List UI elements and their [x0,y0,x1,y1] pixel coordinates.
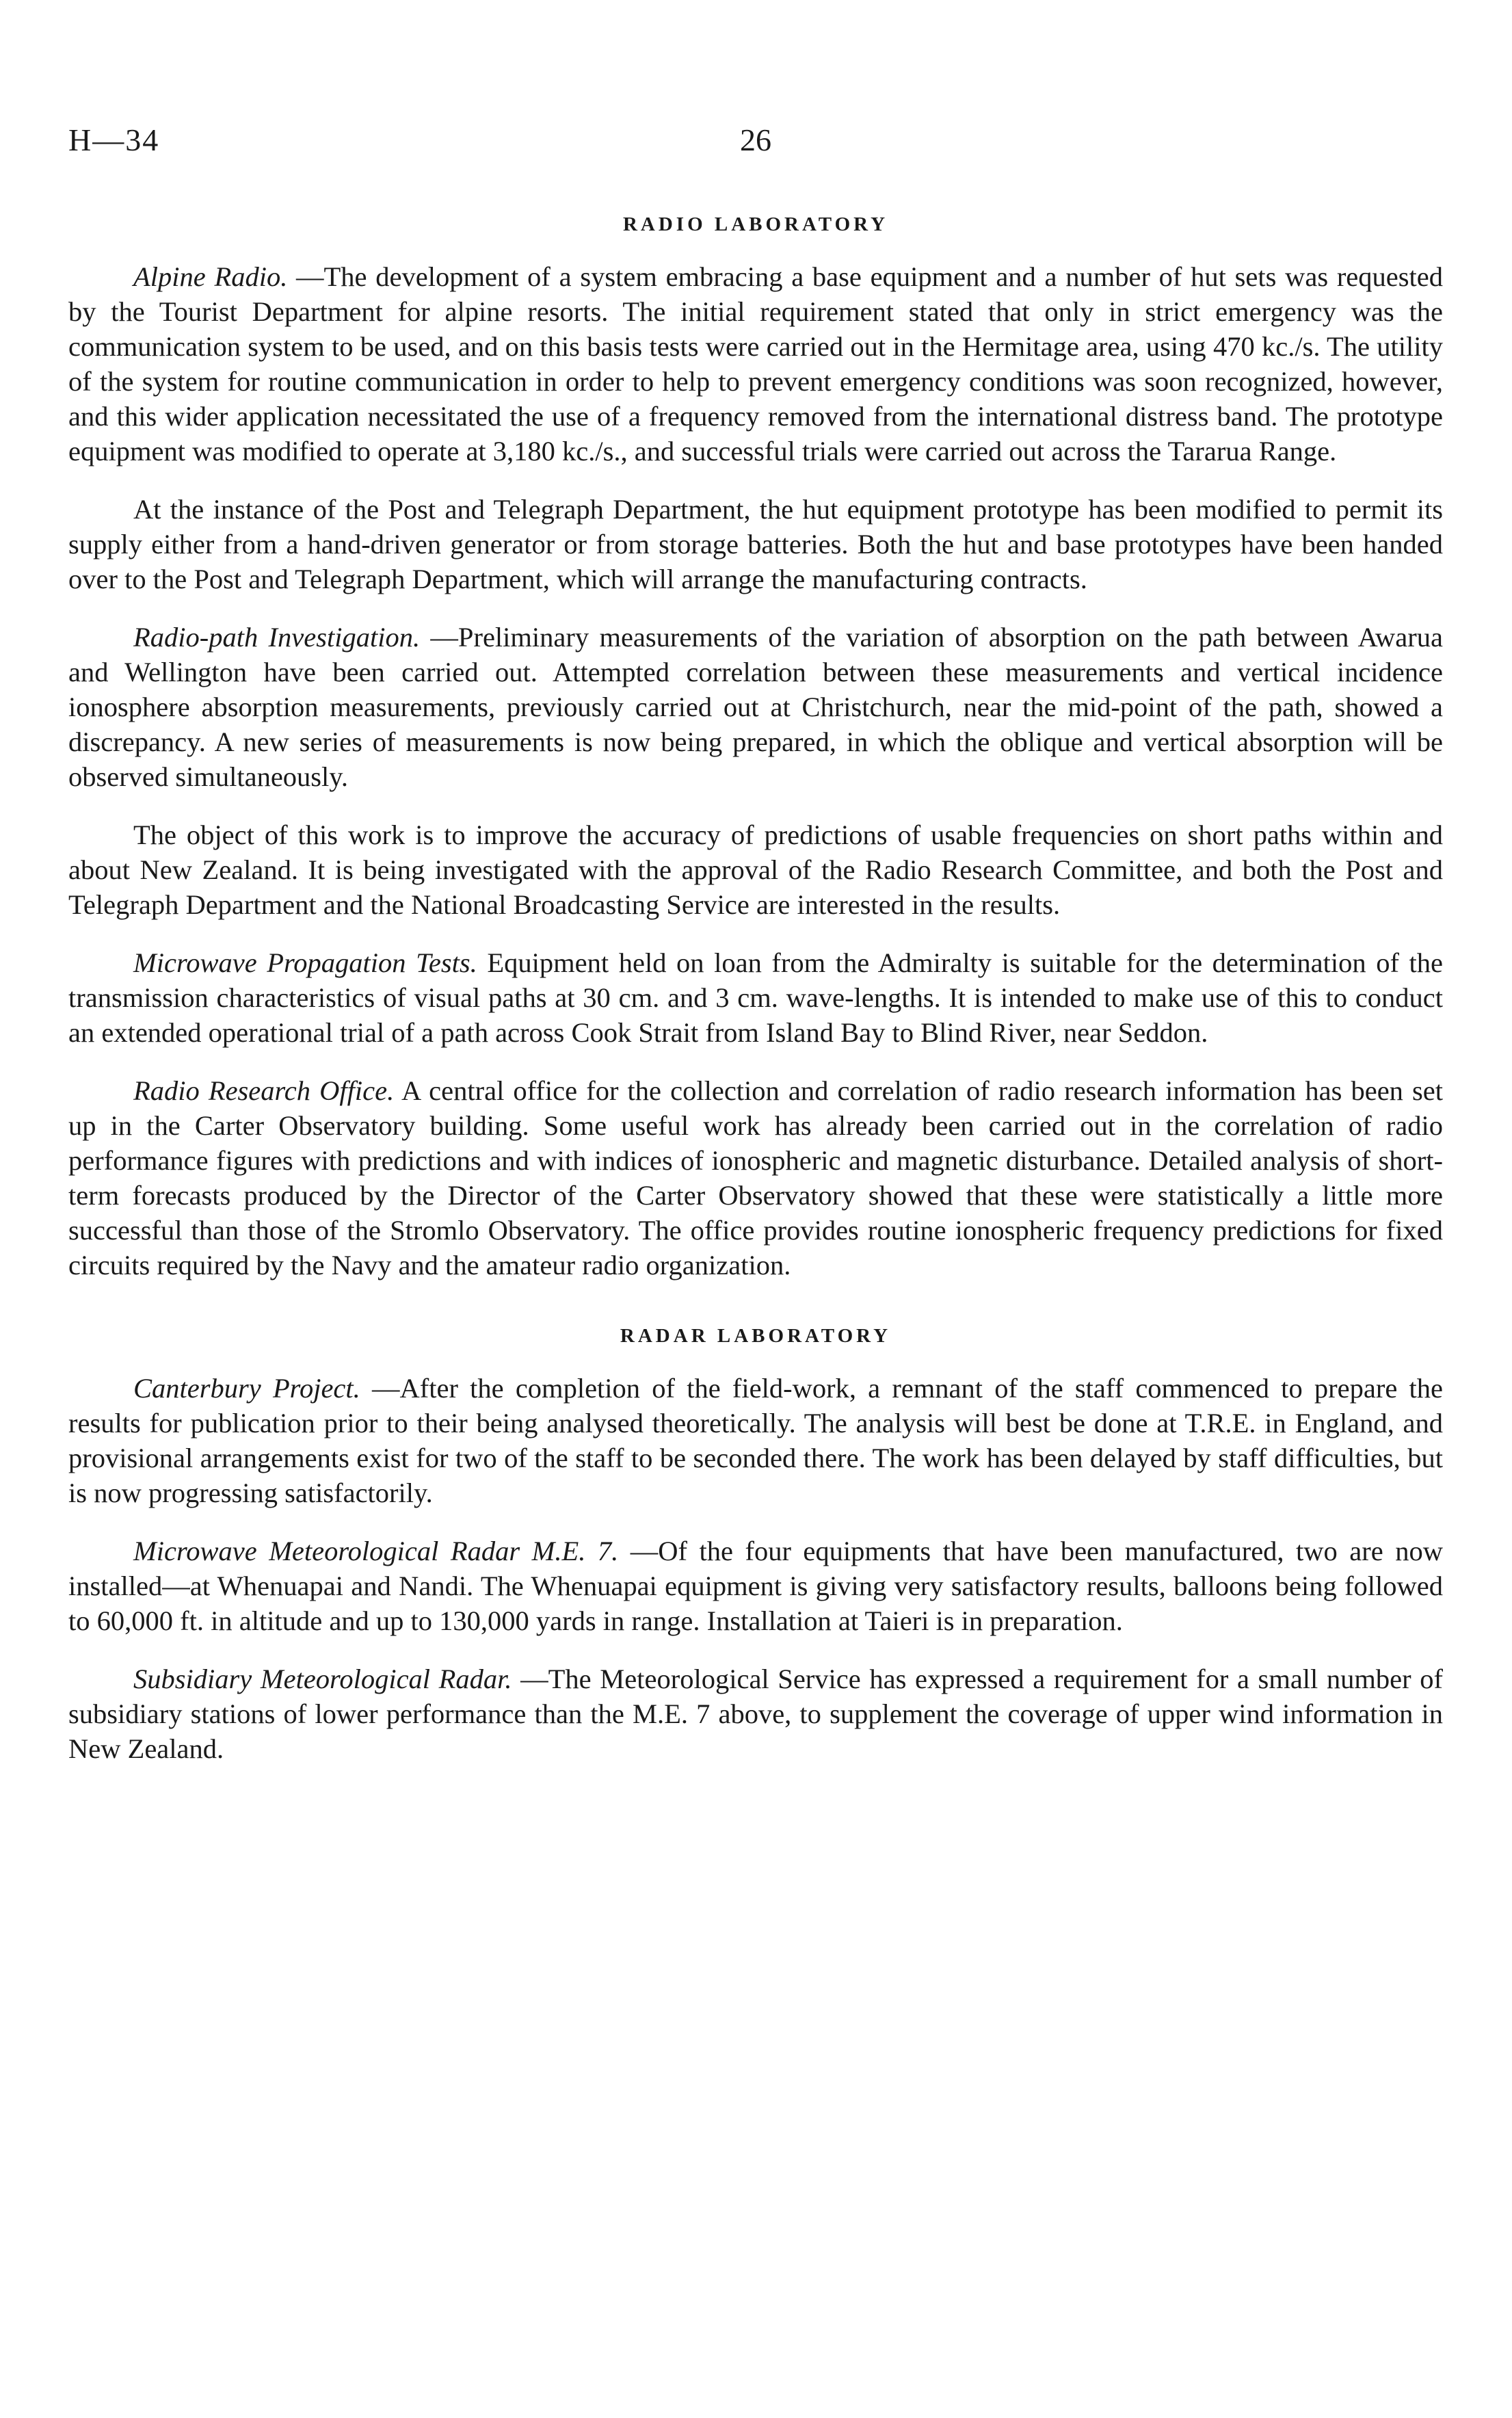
paragraph-text: —Of the four equipments that have been manufactured, two are now installed—at Whenuapai and Nandi. The Whenuapai equipment is giving very satisfactory results, balloons being followed to 60,000 ft. in altitude and up to 130,000 yards in range. Installation at Taieri is in preparation. [68,1536,1443,1636]
paragraph-text: —The development of a system embracing a base equipment and a number of hut sets was requested by the Tourist Department for alpine resorts. The initial requirement stated that only in strict emergency was the communication system to be used, and on this basis tests were carried out in the Hermitage area, using 470 kc./s. The utility of the system for routine communication in order to help to prevent emergency conditions was soon recognized, however, and this wider application necessitated the use of a frequency removed from the international distress band. The prototype equipment was modified to operate at 3,180 kc./s., and successful trials were carried out across the Tararua Range. [68,261,1444,466]
paragraph-subhead: Canterbury Project. [133,1373,360,1404]
section-heading-radio-laboratory: RADIO LABORATORY [622,213,889,235]
paragraph-subhead: Radio-path Investigation. [133,622,421,653]
paragraph-microwave-meteorological-radar [68,1534,1443,1638]
paragraph-subhead: Subsidiary Meteorological Radar. [133,1664,512,1694]
paragraph-subsidiary-meteorological-radar [68,1661,1443,1766]
paragraph-text: At the instance of the Post and Telegraph Department, the hut equipment prototype has been modified to permit its supply either from a hand-driven generator or from storage batteries. Both the hut and base prototypes have been handed over to the Post and Telegraph Department, which will arrange the manufacturing contracts. [68,494,1443,594]
paragraph-radio-path-investigation [68,620,1443,794]
paragraph-subhead: Alpine Radio. [133,261,288,292]
paragraph-text: —The Meteorological Service has expressed a requirement for a small number of subsidiary stations of lower performance than the M.E. 7 above, to supplement the coverage of upper wind information in New Zealand. [68,1664,1443,1764]
paragraph-text: —After the completion of the field-work, a remnant of the staff commenced to prepare the results for publication prior to their being analysed theoretically. The analysis will best be done at T.R.E. in England, and provisional arrangements exist for two of the staff to be seconded there. The work has been delayed by staff difficulties, but is now progressing satisfactorily. [68,1373,1443,1508]
paragraph-text: A central office for the collection and correlation of radio research information has been set up in the Carter Observatory building. Some useful work has already been carried out in the correlation of radio performance figures with predictions and with indices of ionospheric and magnetic disturbance. Detailed analysis of short-term forecasts produced by the Director of the Carter Observatory showed that these were statistically a little more successful than those of the Stromlo Observatory. The office provides routine ionospheric frequency predictions for fixed circuits required by the Navy and the amateur radio organization. [68,1075,1443,1280]
paragraph-microwave-propagation-tests [68,945,1443,1050]
paragraph-text: Equipment held on loan from the Admiralty is suitable for the determination of the transmission characteristics of visual paths at 30 cm. and 3 cm. wave-lengths. It is intended to make use of this to conduct an extended operational trial of a path across Cook Strait from Island Bay to Blind River, near Seddon. [68,947,1443,1048]
page-number: 26 [740,122,771,157]
paragraph-subhead: Radio Research Office. [133,1075,395,1106]
paragraph-canterbury-project [68,1371,1443,1510]
paragraph-text: The object of this work is to improve the accuracy of predictions of usable frequencies on short paths within and about New Zealand. It is being investigated with the approval of the Radio Research Committee, and both the Post and Telegraph Department and the National Broadcasting Service are interested in the results. [68,819,1443,920]
paragraph-alpine-radio [68,259,1443,469]
paragraph-text: —Preliminary measurements of the variation of absorption on the path between Awarua and Wellington have been carried out. Attempted correlation between these measurements and vertical incidence ionosphere absorption measurements, previously carried out at Christchurch, near the mid-point of the path, showed a discrepancy. A new series of measurements is now being prepared, in which the oblique and vertical absorption will be observed simultaneously. [68,622,1443,792]
paragraph-radio-research-office [68,1073,1443,1283]
paragraph-usable-frequencies [68,817,1443,922]
document-code: H—34 [68,122,160,157]
paragraph-subhead: Microwave Propagation Tests. [133,947,477,978]
paragraph-hut-equipment [68,492,1443,596]
page-header [68,122,1443,163]
page-body [68,213,1443,1789]
paragraph-subhead: Microwave Meteorological Radar M.E. 7. [133,1536,619,1566]
section-heading-radar-laboratory: RADAR LABORATORY [620,1325,892,1347]
